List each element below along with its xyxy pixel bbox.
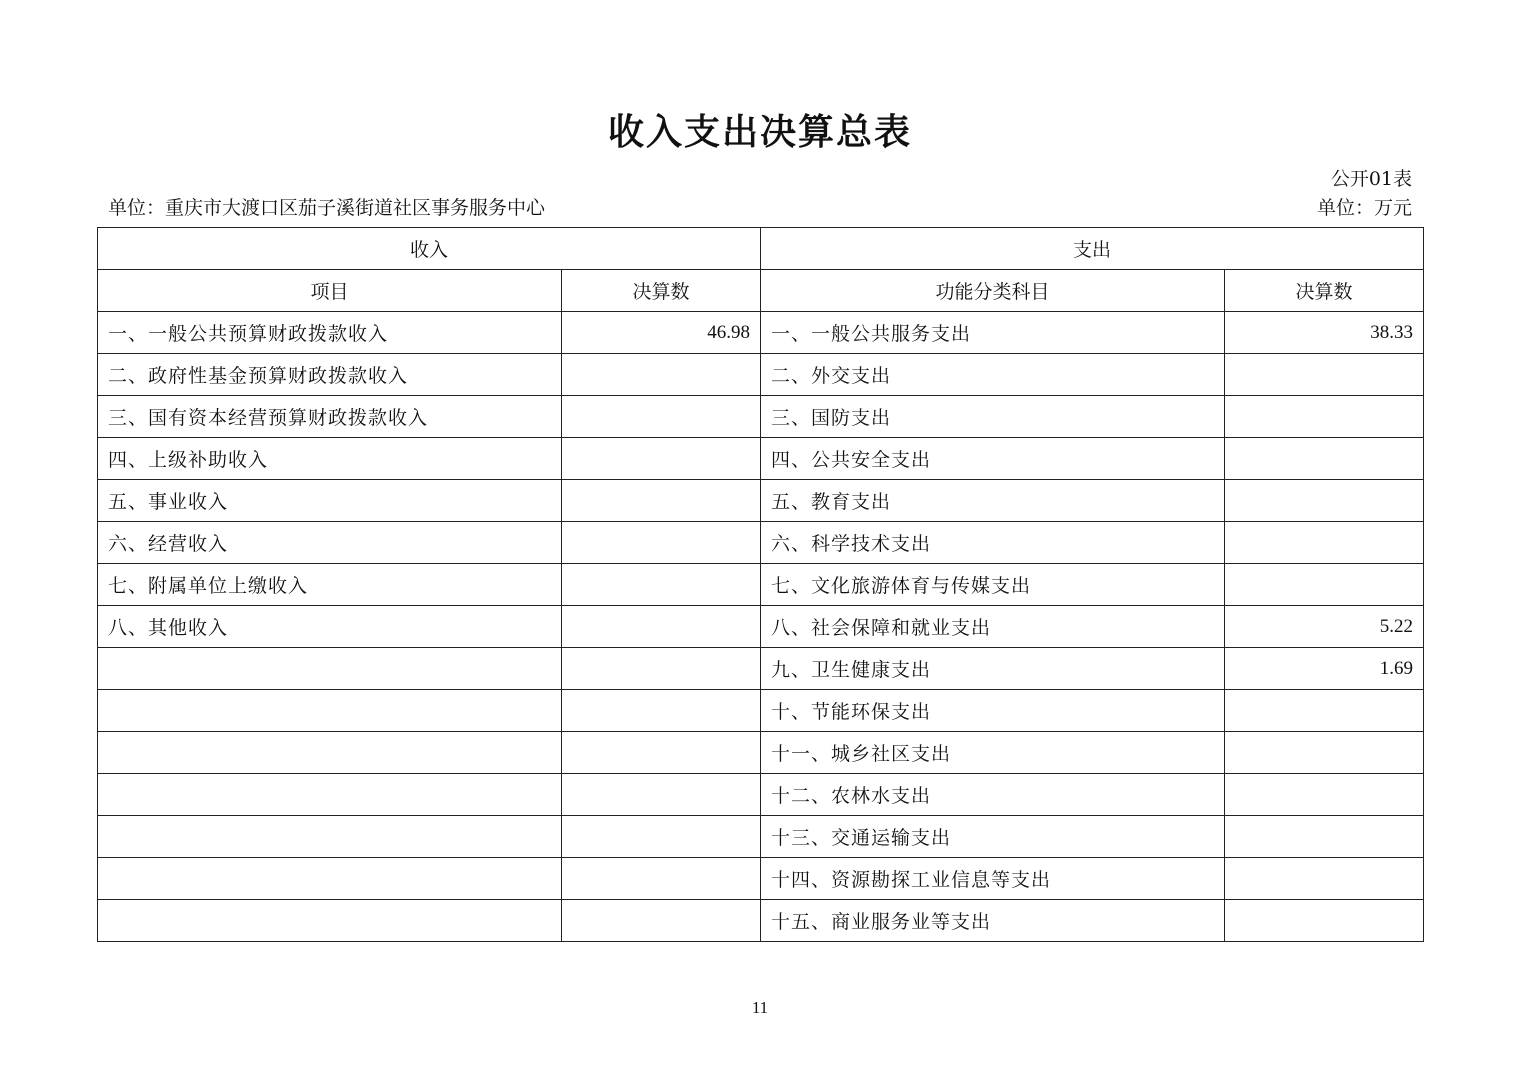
income-amount-cell (562, 606, 761, 648)
income-amount-cell (562, 858, 761, 900)
table-row (98, 606, 1424, 648)
table-row (98, 480, 1424, 522)
table-row (98, 774, 1424, 816)
expense-amount-cell (1225, 354, 1424, 396)
income-item-header: 项目 (98, 270, 562, 312)
expense-item-cell: 一、一般公共服务支出 (761, 312, 1225, 354)
expense-amount-cell: 38.33 (1225, 312, 1424, 354)
income-item-cell: 五、事业收入 (98, 480, 562, 522)
income-item-cell: 七、附属单位上缴收入 (98, 564, 562, 606)
income-item-cell: 一、一般公共预算财政拨款收入 (98, 312, 562, 354)
expense-item-cell: 十五、商业服务业等支出 (761, 900, 1225, 942)
income-item-cell: 六、经营收入 (98, 522, 562, 564)
income-amount-cell (562, 648, 761, 690)
income-amount-cell (562, 774, 761, 816)
table-row (98, 312, 1424, 354)
table-row (98, 900, 1424, 942)
income-item-cell (98, 648, 562, 690)
income-item-cell: 八、其他收入 (98, 606, 562, 648)
expense-item-cell: 十四、资源勘探工业信息等支出 (761, 858, 1225, 900)
income-item-cell (98, 900, 562, 942)
expense-group-header: 支出 (761, 228, 1424, 270)
expense-amount-cell (1225, 690, 1424, 732)
income-item-cell (98, 774, 562, 816)
income-item-cell (98, 816, 562, 858)
expense-amount-cell (1225, 858, 1424, 900)
expense-amount-cell (1225, 438, 1424, 480)
income-amount-cell: 46.98 (562, 312, 761, 354)
group-header-row (98, 228, 1424, 270)
income-item-cell: 二、政府性基金预算财政拨款收入 (98, 354, 562, 396)
income-amount-cell (562, 480, 761, 522)
expense-item-cell: 五、教育支出 (761, 480, 1225, 522)
income-item-cell (98, 732, 562, 774)
unit-organization: 单位：重庆市大渡口区茄子溪街道社区事务服务中心 (108, 197, 546, 219)
expense-amount-cell (1225, 564, 1424, 606)
income-amount-cell (562, 564, 761, 606)
expense-item-cell: 十一、城乡社区支出 (761, 732, 1225, 774)
expense-item-cell: 七、文化旅游体育与传媒支出 (761, 564, 1225, 606)
table-row (98, 858, 1424, 900)
expense-item-cell: 九、卫生健康支出 (761, 648, 1225, 690)
table-row (98, 522, 1424, 564)
unit-currency: 单位：万元 (1316, 197, 1412, 219)
form-code: 公开01表 (1330, 168, 1412, 190)
income-amount-cell (562, 690, 761, 732)
income-amount-cell (562, 816, 761, 858)
table-row (98, 438, 1424, 480)
expense-amount-cell: 5.22 (1225, 606, 1424, 648)
expense-item-header: 功能分类科目 (761, 270, 1225, 312)
income-amount-header: 决算数 (562, 270, 761, 312)
income-group-header: 收入 (98, 228, 761, 270)
table-row (98, 648, 1424, 690)
expense-amount-cell (1225, 774, 1424, 816)
table-row (98, 396, 1424, 438)
expense-item-cell: 三、国防支出 (761, 396, 1225, 438)
expense-amount-cell (1225, 522, 1424, 564)
income-item-cell (98, 690, 562, 732)
expense-item-cell: 十三、交通运输支出 (761, 816, 1225, 858)
table-row (98, 732, 1424, 774)
table-row (98, 690, 1424, 732)
income-amount-cell (562, 396, 761, 438)
page-number: 11 (751, 998, 769, 1017)
expense-amount-cell (1225, 900, 1424, 942)
income-amount-cell (562, 522, 761, 564)
income-amount-cell (562, 732, 761, 774)
income-expense-table (97, 227, 1424, 942)
income-item-cell: 四、上级补助收入 (98, 438, 562, 480)
income-item-cell: 三、国有资本经营预算财政拨款收入 (98, 396, 562, 438)
income-item-cell (98, 858, 562, 900)
expense-item-cell: 二、外交支出 (761, 354, 1225, 396)
expense-amount-cell (1225, 732, 1424, 774)
income-amount-cell (562, 354, 761, 396)
column-header-row (98, 270, 1424, 312)
expense-item-cell: 四、公共安全支出 (761, 438, 1225, 480)
expense-item-cell: 八、社会保障和就业支出 (761, 606, 1225, 648)
expense-item-cell: 十二、农林水支出 (761, 774, 1225, 816)
expense-amount-cell (1225, 816, 1424, 858)
expense-item-cell: 十、节能环保支出 (761, 690, 1225, 732)
table-row (98, 816, 1424, 858)
expense-amount-cell (1225, 396, 1424, 438)
table-body (98, 312, 1424, 942)
expense-amount-header: 决算数 (1225, 270, 1424, 312)
income-amount-cell (562, 438, 761, 480)
expense-amount-cell (1225, 480, 1424, 522)
income-amount-cell (562, 900, 761, 942)
expense-amount-cell: 1.69 (1225, 648, 1424, 690)
table-row (98, 354, 1424, 396)
expense-item-cell: 六、科学技术支出 (761, 522, 1225, 564)
table-row (98, 564, 1424, 606)
page-title: 收入支出决算总表 (607, 112, 912, 153)
